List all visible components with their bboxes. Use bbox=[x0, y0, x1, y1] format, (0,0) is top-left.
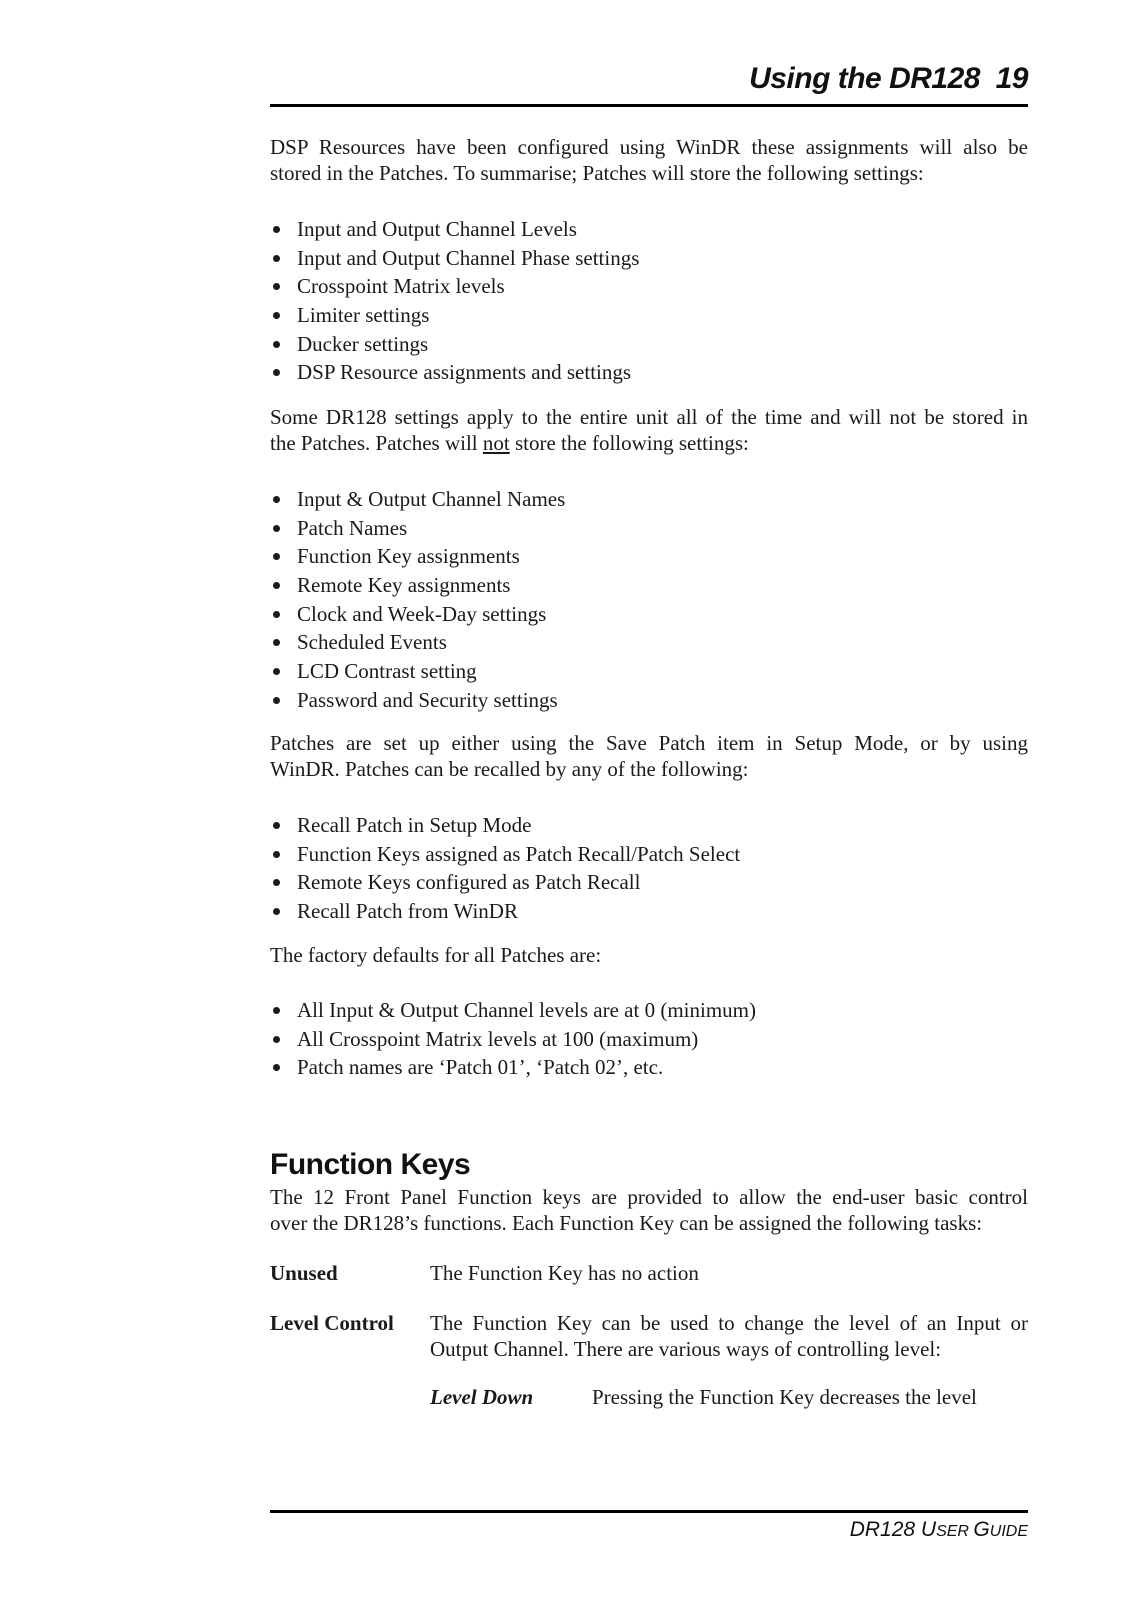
setup-paragraph bbox=[270, 730, 1028, 782]
bullet-icon bbox=[273, 822, 280, 829]
level-control-definition bbox=[430, 1310, 1028, 1362]
bullet-icon bbox=[273, 697, 280, 704]
not-stored-settings-list bbox=[270, 485, 1028, 715]
list-item-text: DSP Resource assignments and settings bbox=[297, 360, 632, 385]
list-item bbox=[270, 868, 1028, 897]
list-item-text: Input and Output Channel Levels bbox=[297, 217, 577, 241]
bullet-icon bbox=[273, 611, 280, 618]
bullet-icon bbox=[273, 851, 280, 858]
list-item-text: Scheduled Events bbox=[297, 630, 447, 655]
list-item-text: Function Key assignments bbox=[297, 544, 520, 569]
list-item-text: All Crosspoint Matrix levels at 100 (maximum) bbox=[297, 1026, 699, 1051]
page-header bbox=[270, 64, 1028, 107]
bullet-icon bbox=[273, 879, 280, 886]
bullet-icon bbox=[273, 226, 280, 233]
footer-g: G bbox=[973, 1518, 990, 1541]
bullet-icon bbox=[273, 283, 280, 290]
bullet-icon bbox=[273, 582, 280, 589]
list-item bbox=[270, 840, 1028, 869]
not-stored-line-1: Some DR128 settings apply to the entire unit all of the time and will not be stored in bbox=[270, 405, 1028, 429]
function-keys-heading: Function Keys bbox=[270, 1148, 471, 1181]
stored-settings-list bbox=[270, 215, 1028, 387]
list-item bbox=[270, 686, 1028, 715]
list-item-text: LCD Contrast setting bbox=[297, 659, 477, 684]
list-item-text: Patch Names bbox=[297, 515, 408, 540]
page-footer bbox=[850, 1517, 1028, 1545]
list-item-text: Recall Patch from WinDR bbox=[297, 899, 518, 924]
defaults-list bbox=[270, 996, 1028, 1082]
level-control-def-line-1: The Function Key can be used to change the level of an Input or bbox=[430, 1311, 1028, 1335]
list-item bbox=[270, 1053, 1028, 1082]
bullet-icon bbox=[273, 496, 280, 503]
list-item-text: Patch names are ‘Patch 01’, ‘Patch 02’, etc. bbox=[297, 1055, 664, 1080]
list-item bbox=[270, 811, 1028, 840]
list-item bbox=[270, 542, 1028, 571]
not-stored-line-2 bbox=[270, 430, 1028, 456]
bullet-icon bbox=[273, 668, 280, 675]
list-item-text: Limiter settings bbox=[297, 303, 430, 328]
intro-line-1: DSP Resources have been configured using WinDR these assignments will also be bbox=[270, 135, 1028, 159]
defaults-intro: The factory defaults for all Patches are: bbox=[270, 943, 602, 967]
list-item-text: Input & Output Channel Names bbox=[297, 487, 566, 511]
list-item-text: All Input & Output Channel levels are at 0 (minimum) bbox=[297, 998, 756, 1022]
level-down-term: Level Down bbox=[430, 1385, 534, 1409]
bullet-icon bbox=[273, 525, 280, 532]
page-header-title: Using the DR128 19 bbox=[749, 62, 1028, 95]
list-item bbox=[270, 215, 1028, 244]
list-item bbox=[270, 301, 1028, 330]
function-keys-intro-line-2: over the DR128’s functions. Each Function Key can be assigned the following tasks: bbox=[270, 1211, 983, 1235]
footer-ser: SER bbox=[936, 1523, 974, 1540]
bullet-icon bbox=[273, 553, 280, 560]
bullet-icon bbox=[273, 255, 280, 262]
list-item bbox=[270, 571, 1028, 600]
unused-term: Unused bbox=[270, 1261, 338, 1285]
list-item bbox=[270, 358, 1028, 387]
intro-paragraph bbox=[270, 134, 1028, 186]
unused-definition: The Function Key has no action bbox=[430, 1261, 699, 1285]
list-item-text: Function Keys assigned as Patch Recall/Patch Select bbox=[297, 841, 741, 866]
level-control-term: Level Control bbox=[270, 1311, 394, 1335]
list-item-text: Input and Output Channel Phase settings bbox=[297, 245, 640, 270]
list-item-text: Clock and Week-Day settings bbox=[297, 601, 547, 626]
intro-line-2: stored in the Patches. To summarise; Patches will store the following settings: bbox=[270, 161, 924, 185]
function-keys-intro-line-1: The 12 Front Panel Function keys are provided to allow the end-user basic control bbox=[270, 1185, 1028, 1209]
footer-prefix: DR128 bbox=[849, 1518, 921, 1541]
not-stored-line-2-end: store the following settings: bbox=[509, 431, 749, 455]
list-item-text: Remote Key assignments bbox=[297, 573, 511, 598]
bullet-icon bbox=[273, 1007, 280, 1014]
not-stored-line-2-start: the Patches. Patches will bbox=[270, 431, 483, 455]
setup-line-2: WinDR. Patches can be recalled by any of the following: bbox=[270, 757, 749, 781]
list-item-text: Recall Patch in Setup Mode bbox=[297, 813, 532, 837]
not-stored-paragraph bbox=[270, 404, 1028, 456]
bullet-icon bbox=[273, 908, 280, 915]
bullet-icon bbox=[273, 1064, 280, 1071]
bullet-icon bbox=[273, 369, 280, 376]
list-item bbox=[270, 244, 1028, 273]
list-item bbox=[270, 272, 1028, 301]
setup-line-1: Patches are set up either using the Save Patch item in Setup Mode, or by using bbox=[270, 731, 1028, 755]
function-keys-intro bbox=[270, 1184, 1028, 1236]
footer-u: U bbox=[920, 1518, 937, 1541]
list-item bbox=[270, 514, 1028, 543]
list-item-text: Crosspoint Matrix levels bbox=[297, 274, 505, 299]
bullet-icon bbox=[273, 312, 280, 319]
list-item bbox=[270, 600, 1028, 629]
recall-methods-list bbox=[270, 811, 1028, 926]
list-item-text: Password and Security settings bbox=[297, 687, 558, 712]
list-item bbox=[270, 485, 1028, 514]
list-item bbox=[270, 330, 1028, 359]
list-item bbox=[270, 897, 1028, 926]
footer-rule bbox=[270, 1510, 1028, 1513]
list-item bbox=[270, 1025, 1028, 1054]
list-item-text: Ducker settings bbox=[297, 331, 429, 356]
not-emphasis: not bbox=[482, 431, 510, 455]
list-item bbox=[270, 628, 1028, 657]
list-item bbox=[270, 657, 1028, 686]
level-down-definition: Pressing the Function Key decreases the level bbox=[592, 1385, 977, 1409]
bullet-icon bbox=[273, 341, 280, 348]
list-item bbox=[270, 996, 1028, 1025]
footer-uide: UIDE bbox=[989, 1523, 1028, 1540]
list-item-text: Remote Keys configured as Patch Recall bbox=[297, 870, 641, 895]
level-control-def-line-2: Output Channel. There are various ways of controlling level: bbox=[430, 1337, 942, 1361]
bullet-icon bbox=[273, 1036, 280, 1043]
bullet-icon bbox=[273, 639, 280, 646]
